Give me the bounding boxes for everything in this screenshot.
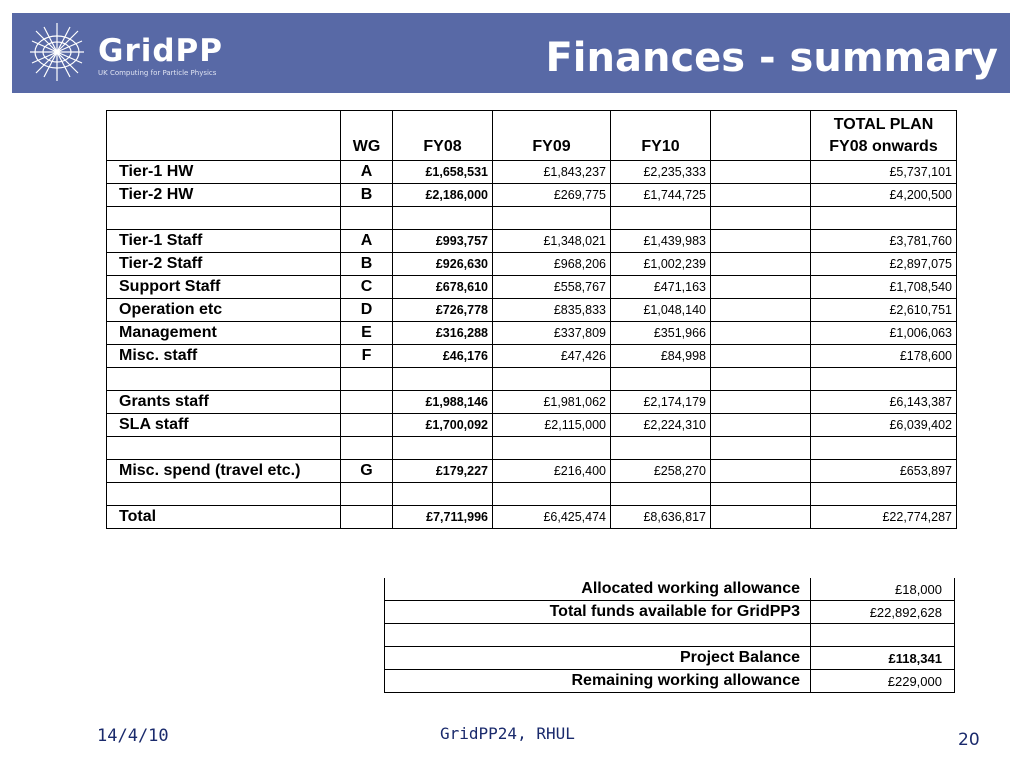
table-row [107, 506, 957, 529]
row-label: SLA staff [107, 414, 341, 437]
header-fy09: FY09 [493, 111, 611, 161]
summary-label: Total funds available for GridPP3 [385, 601, 811, 624]
table-row [107, 161, 957, 184]
row-label: Tier-1 HW [107, 161, 341, 184]
row-empty [711, 483, 811, 506]
row-empty [711, 391, 811, 414]
summary-label: Allocated working allowance [385, 578, 811, 601]
summary-value: £18,000 [811, 578, 955, 601]
row-empty [711, 345, 811, 368]
summary-value: £22,892,628 [811, 601, 955, 624]
row-total: £22,774,287 [811, 506, 957, 529]
row-label: Misc. spend (travel etc.) [107, 460, 341, 483]
finance-table [106, 110, 957, 529]
row-total: £2,610,751 [811, 299, 957, 322]
table-row [107, 184, 957, 207]
row-wg [341, 207, 393, 230]
row-wg: B [341, 184, 393, 207]
row-fy08: £1,700,092 [393, 414, 493, 437]
row-empty [711, 506, 811, 529]
row-total: £3,781,760 [811, 230, 957, 253]
slide-header [12, 13, 1010, 93]
row-fy10: £2,224,310 [611, 414, 711, 437]
header-wg: WG [341, 111, 393, 161]
row-fy10: £1,439,983 [611, 230, 711, 253]
table-row [107, 322, 957, 345]
row-label: Support Staff [107, 276, 341, 299]
row-label: Management [107, 322, 341, 345]
table-row [107, 368, 957, 391]
slide-title: Finances - summary [545, 35, 998, 81]
row-fy10: £84,998 [611, 345, 711, 368]
row-fy10: £258,270 [611, 460, 711, 483]
footer-event: GridPP24, RHUL [440, 724, 575, 743]
summary-value: £229,000 [811, 670, 955, 693]
header-total-line2: FY08 onwards [829, 138, 938, 155]
row-fy09: £1,348,021 [493, 230, 611, 253]
row-wg [341, 391, 393, 414]
row-total: £6,039,402 [811, 414, 957, 437]
summary-row [385, 647, 955, 670]
logo-text: GridPP [98, 33, 223, 69]
row-fy10 [611, 437, 711, 460]
row-empty [711, 322, 811, 345]
table-row [107, 414, 957, 437]
row-label [107, 368, 341, 391]
row-fy09: £6,425,474 [493, 506, 611, 529]
row-fy09: £968,206 [493, 253, 611, 276]
page-number: 20 [958, 730, 980, 750]
summary-label: Remaining working allowance [385, 670, 811, 693]
row-fy10 [611, 368, 711, 391]
row-empty [711, 276, 811, 299]
table-row [107, 253, 957, 276]
table-row [107, 345, 957, 368]
summary-row [385, 578, 955, 601]
row-label [107, 207, 341, 230]
row-wg [341, 483, 393, 506]
row-fy10: £2,235,333 [611, 161, 711, 184]
row-fy09: £269,775 [493, 184, 611, 207]
row-empty [711, 414, 811, 437]
row-label: Tier-1 Staff [107, 230, 341, 253]
row-total: £2,897,075 [811, 253, 957, 276]
row-fy08: £926,630 [393, 253, 493, 276]
row-wg: F [341, 345, 393, 368]
row-empty [711, 207, 811, 230]
row-fy08 [393, 437, 493, 460]
row-wg [341, 437, 393, 460]
table-row [107, 460, 957, 483]
row-wg: D [341, 299, 393, 322]
row-fy10 [611, 207, 711, 230]
row-fy10: £8,636,817 [611, 506, 711, 529]
row-wg: A [341, 161, 393, 184]
row-fy08: £46,176 [393, 345, 493, 368]
table-row [107, 276, 957, 299]
summary-table [384, 578, 955, 693]
row-fy09: £216,400 [493, 460, 611, 483]
row-empty [711, 161, 811, 184]
table-row [107, 437, 957, 460]
row-empty [711, 253, 811, 276]
row-fy09: £2,115,000 [493, 414, 611, 437]
row-fy08: £1,658,531 [393, 161, 493, 184]
row-fy08: £726,778 [393, 299, 493, 322]
row-fy10 [611, 483, 711, 506]
row-fy10: £1,048,140 [611, 299, 711, 322]
row-total: £4,200,500 [811, 184, 957, 207]
table-row [107, 207, 957, 230]
summary-row [385, 670, 955, 693]
row-empty [711, 230, 811, 253]
row-fy09: £337,809 [493, 322, 611, 345]
row-fy08: £678,610 [393, 276, 493, 299]
row-fy08 [393, 483, 493, 506]
row-label: Tier-2 Staff [107, 253, 341, 276]
row-wg [341, 506, 393, 529]
row-fy09 [493, 207, 611, 230]
footer-date: 14/4/10 [97, 726, 169, 746]
summary-value: £118,341 [811, 647, 955, 670]
row-label: Misc. staff [107, 345, 341, 368]
row-label: Grants staff [107, 391, 341, 414]
row-total: £178,600 [811, 345, 957, 368]
row-total: £1,006,063 [811, 322, 957, 345]
row-total [811, 368, 957, 391]
table-row [107, 230, 957, 253]
grid-globe-icon [26, 19, 88, 85]
row-fy09: £47,426 [493, 345, 611, 368]
row-wg: C [341, 276, 393, 299]
row-wg: G [341, 460, 393, 483]
header-fy08: FY08 [393, 111, 493, 161]
row-total [811, 207, 957, 230]
row-fy09: £1,981,062 [493, 391, 611, 414]
row-wg [341, 368, 393, 391]
row-fy09 [493, 483, 611, 506]
logo-subtitle: UK Computing for Particle Physics [98, 69, 217, 77]
row-total [811, 483, 957, 506]
row-fy10: £1,002,239 [611, 253, 711, 276]
row-fy08: £7,711,996 [393, 506, 493, 529]
row-empty [711, 184, 811, 207]
row-empty [711, 437, 811, 460]
row-label: Total [107, 506, 341, 529]
header-empty [711, 111, 811, 161]
row-total: £6,143,387 [811, 391, 957, 414]
summary-row [385, 624, 955, 647]
row-fy08 [393, 368, 493, 391]
row-fy09: £558,767 [493, 276, 611, 299]
gridpp-logo [26, 19, 236, 87]
row-fy08: £316,288 [393, 322, 493, 345]
row-fy08: £993,757 [393, 230, 493, 253]
row-total: £5,737,101 [811, 161, 957, 184]
row-wg: A [341, 230, 393, 253]
row-empty [711, 460, 811, 483]
header-label-cell [107, 111, 341, 161]
header-total [811, 111, 957, 161]
row-wg: E [341, 322, 393, 345]
row-fy08: £1,988,146 [393, 391, 493, 414]
row-fy09: £835,833 [493, 299, 611, 322]
row-wg [341, 414, 393, 437]
row-fy08: £179,227 [393, 460, 493, 483]
row-fy10: £1,744,725 [611, 184, 711, 207]
row-fy08 [393, 207, 493, 230]
row-label: Operation etc [107, 299, 341, 322]
row-fy09: £1,843,237 [493, 161, 611, 184]
row-fy09 [493, 437, 611, 460]
header-total-line1: TOTAL PLAN [833, 116, 934, 133]
table-header-row [107, 111, 957, 161]
summary-row [385, 601, 955, 624]
table-row [107, 483, 957, 506]
table-row [107, 299, 957, 322]
row-empty [711, 299, 811, 322]
row-total: £1,708,540 [811, 276, 957, 299]
row-label [107, 437, 341, 460]
row-label: Tier-2 HW [107, 184, 341, 207]
row-fy10: £471,163 [611, 276, 711, 299]
row-label [107, 483, 341, 506]
row-total: £653,897 [811, 460, 957, 483]
summary-label: Project Balance [385, 647, 811, 670]
table-row [107, 391, 957, 414]
row-fy10: £2,174,179 [611, 391, 711, 414]
summary-value [811, 624, 955, 647]
row-empty [711, 368, 811, 391]
row-fy09 [493, 368, 611, 391]
row-total [811, 437, 957, 460]
row-fy08: £2,186,000 [393, 184, 493, 207]
summary-label [385, 624, 811, 647]
row-fy10: £351,966 [611, 322, 711, 345]
header-fy10: FY10 [611, 111, 711, 161]
row-wg: B [341, 253, 393, 276]
